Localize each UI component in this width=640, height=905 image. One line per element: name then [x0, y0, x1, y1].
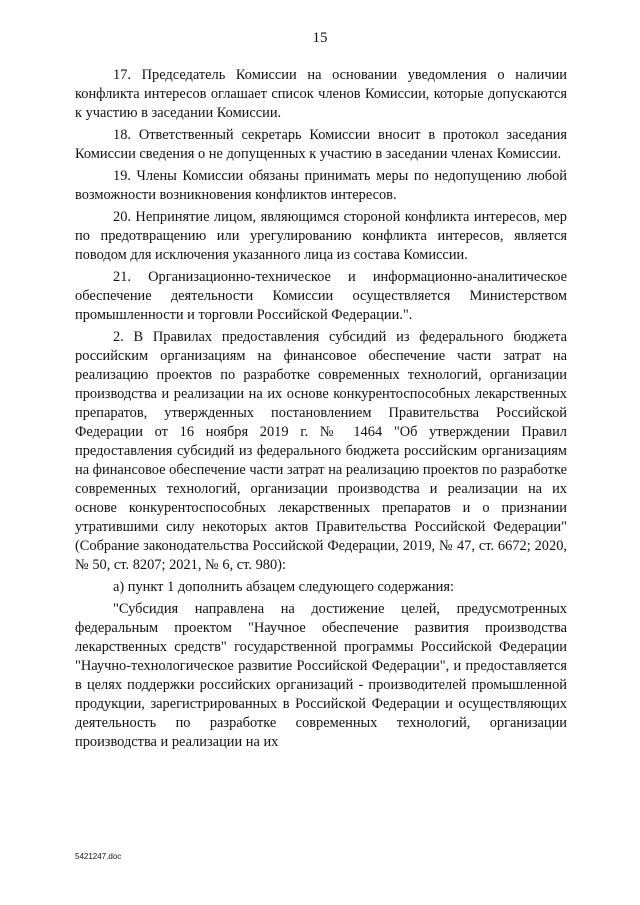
paragraph-subitem-a: а) пункт 1 дополнить абзацем следующего содержания: [113, 579, 454, 595]
page-number: 15 [312, 30, 328, 46]
paragraph-subsidy-text: "Субсидия направлена на достижение целей, предусмотренных федеральным проектом "Научное обеспечение развития производства лекарственных средств" государственной программы Российской Федерации "Научно-технологическое развитие Российской Федерации", и предоставляется в целях поддержки российских организаций - производителей промышленной продукции, зарегистрированных в Российской Федерации и осуществляющих деятельность по разработке современных технологий, организации производства и реализации на их [75, 601, 567, 750]
document-body [75, 66, 567, 755]
paragraph-21: 21. Организационно-техническое и информационно-аналитическое обеспечение деятельности Комиссии осуществляется Министерством промышленности и торговли Российской Федерации.". [75, 269, 567, 323]
paragraph-20: 20. Непринятие лицом, являющимся стороной конфликта интересов, мер по предотвращению или урегулированию конфликта интересов, является поводом для исключения указанного лица из состава Комиссии. [75, 209, 567, 263]
paragraph-item-2: 2. В Правилах предоставления субсидий из федерального бюджета российским организациям на финансовое обеспечение части затрат на реализацию проектов по разработке современных технологий, организации производства и реализации на их основе конкурентоспособных лекарственных препаратов, утвержденных постановлением Правительства Российской Федерации от 16 ноября 2019 г. № 1464 "Об утверждении Правил предоставления субсидий из федерального бюджета российским организациям на финансовое обеспечение части затрат на реализацию проектов по разработке современных технологий, организации производства и реализации на их основе конкурентоспособных лекарственных препаратов и о признании утратившими силу некоторых актов Правительства Российской Федерации" (Собрание законодательства Российской Федерации, 2019, № 47, ст. 6672; 2020, № 50, ст. 8207; 2021, № 6, ст. 980): [75, 329, 567, 573]
footer-doc-id: 5421247.doc [75, 852, 122, 861]
paragraph-17: 17. Председатель Комиссии на основании уведомления о наличии конфликта интересов оглашает список членов Комиссии, которые допускаются к участию в заседании Комиссии. [75, 67, 567, 121]
paragraph-19: 19. Члены Комиссии обязаны принимать меры по недопущению любой возможности возникновения конфликтов интересов. [75, 168, 567, 203]
paragraph-18: 18. Ответственный секретарь Комиссии вносит в протокол заседания Комиссии сведения о не допущенных к участию в заседании членах Комиссии. [75, 127, 567, 162]
